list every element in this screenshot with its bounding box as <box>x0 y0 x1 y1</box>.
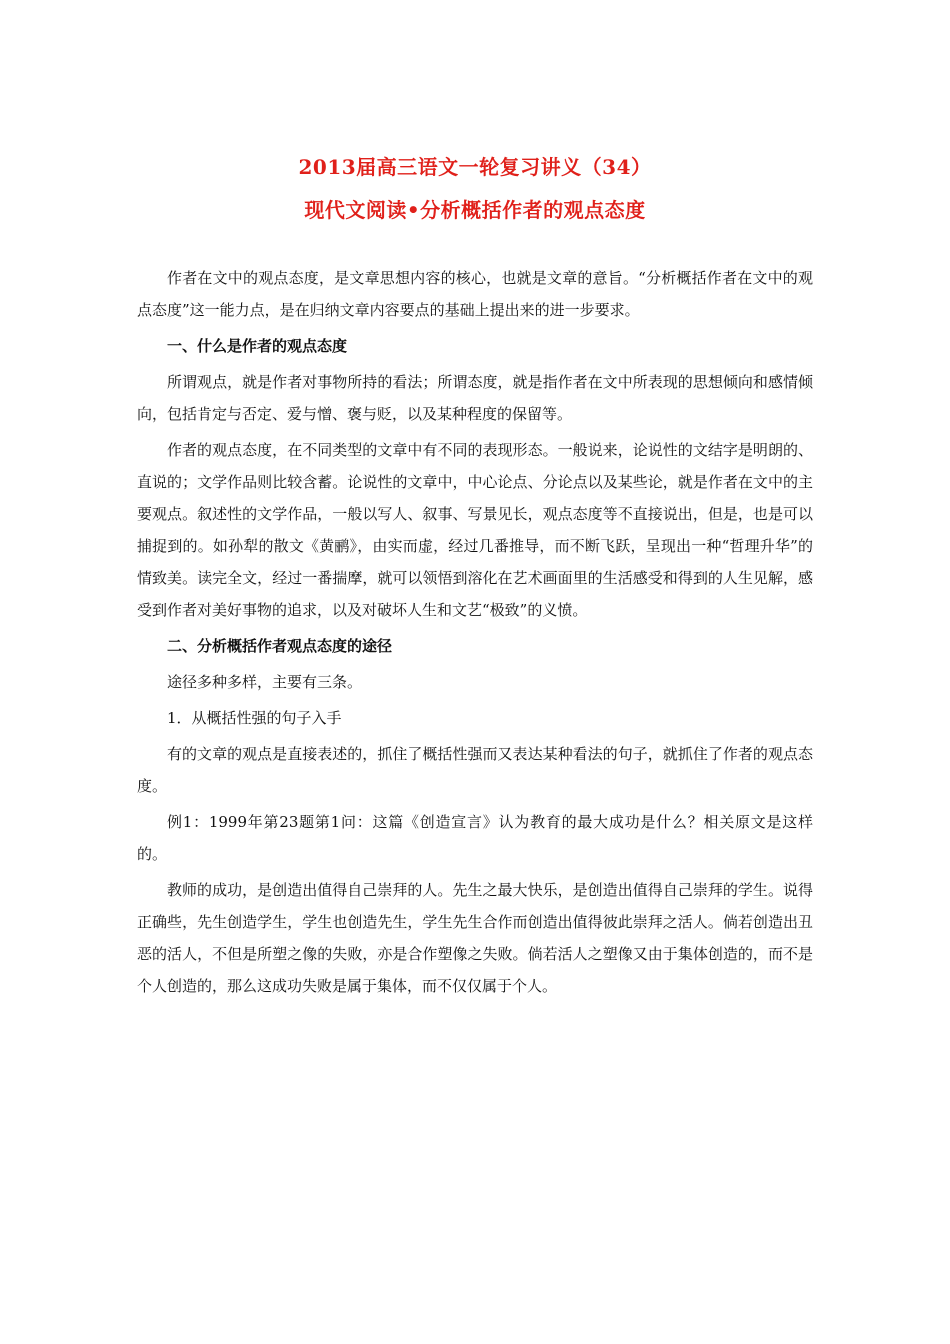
method-1-paragraph: 有的文章的观点是直接表述的，抓住了概括性强而又表达某种看法的句子，就抓住了作者的观点态度。 <box>137 745 813 795</box>
definition-paragraph: 所谓观点，就是作者对事物所持的看法；所谓态度，就是指作者在文中所表现的思想倾向和感情倾向，包括肯定与否定、爱与憎、褒与贬，以及某种程度的保留等。 <box>137 373 813 423</box>
quote-paragraph: 教师的成功，是创造出值得自己崇拜的人。先生之最大快乐，是创造出值得自己崇拜的学生。说得正确些，先生创造学生，学生也创造先生，学生先生合作而创造出值得彼此崇拜之活人。倘若创造出丑恶的活人，不但是所塑之像的失败，亦是合作塑像之失败。倘若活人之塑像又由于集体创造的，而不是个人创造的，那么这成功失败是属于集体，而不仅仅属于个人。 <box>137 881 813 995</box>
section-heading-what: 一、什么是作者的观点态度 <box>167 337 348 355</box>
example-1-paragraph: 例1：1999年第23题第1问：这篇《创造宣言》认为教育的最大成功是什么？相关原文是这样的。 <box>137 813 813 863</box>
methods-intro-paragraph: 途径多种多样，主要有三条。 <box>167 673 363 691</box>
document-title: 2013届高三语文一轮复习讲义（34） <box>298 155 652 179</box>
section-heading-methods: 二、分析概括作者观点态度的途径 <box>167 637 393 655</box>
method-1-heading: 1．从概括性强的句子入手 <box>167 709 342 727</box>
document-body <box>137 262 813 1002</box>
document-subtitle: 现代文阅读•分析概括作者的观点态度 <box>304 198 646 222</box>
intro-paragraph: 作者在文中的观点态度，是文章思想内容的核心，也就是文章的意旨。“分析概括作者在文中的观点态度”这一能力点，是在归纳文章内容要点的基础上提出来的进一步要求。 <box>137 269 813 319</box>
forms-paragraph: 作者的观点态度，在不同类型的文章中有不同的表现形态。一般说来，论说性的文结字是明朗的、直说的；文学作品则比较含蓄。论说性的文章中，中心论点、分论点以及某些论，就是作者在文中的主要观点。叙述性的文学作品，一般以写人、叙事、写景见长，观点态度等不直接说出，但是，也是可以捕捉到的。如孙犁的散文《黄鹂》，由实而虚，经过几番推导，而不断飞跃，呈现出一种“哲理升华”的情致美。读完全文，经过一番揣摩，就可以领悟到溶化在艺术画面里的生活感受和得到的人生见解，感受到作者对美好事物的追求，以及对破坏人生和文艺“极致”的义愤。 <box>137 441 813 619</box>
